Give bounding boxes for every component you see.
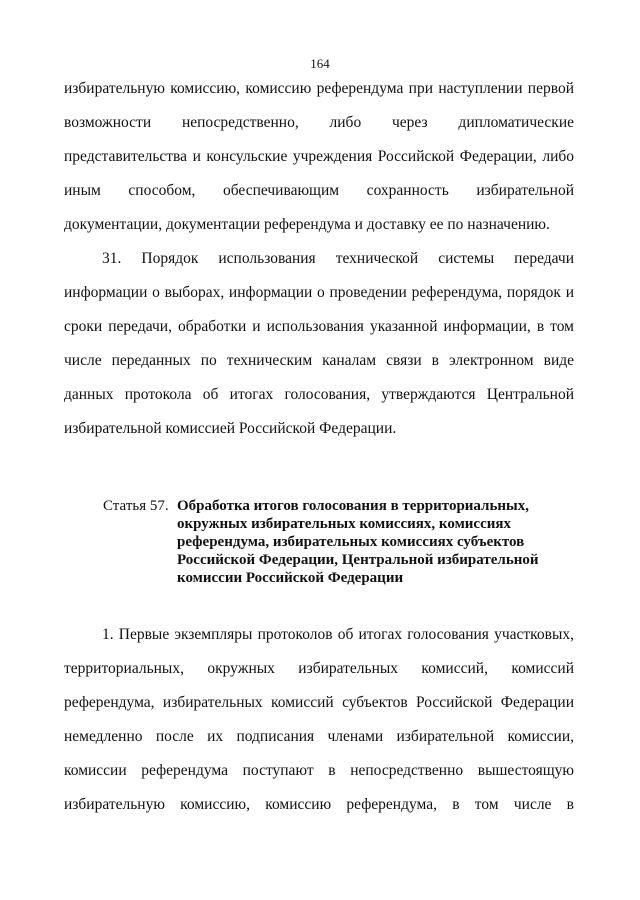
article-title-line: референдума, избирательных комиссиях субъектов	[177, 534, 525, 550]
page-number: 164	[310, 56, 330, 71]
text-line: избирательную комиссию, комиссию референдума, в том числе в	[64, 796, 574, 813]
article-title-line: Обработка итогов голосования в территориальных,	[177, 498, 530, 514]
text-line: 1. Первые экземпляры протоколов об итогах голосования участковых,	[102, 626, 574, 643]
text-line: немедленно после их подписания членами избирательной комиссии,	[64, 728, 574, 745]
article-title	[177, 497, 573, 587]
text-line: территориальных, окружных избирательных комиссий, комиссий	[64, 660, 574, 677]
text-line: возможности непосредственно, либо через дипломатические	[64, 114, 574, 131]
text-line: информации о выборах, информации о проведении референдума, порядок и	[64, 284, 574, 301]
paragraph-item-31	[64, 248, 574, 452]
article-title-line: Российской Федерации, Центральной избирательной	[177, 552, 539, 568]
text-line: избирательной комиссией Российской Федерации.	[64, 420, 397, 437]
text-line: комиссии референдума поступают в непосредственно вышестоящую	[64, 762, 574, 779]
article-title-line: окружных избирательных комиссиях, комиссиях	[177, 516, 511, 532]
text-line: иным способом, обеспечивающим сохранность избирательной	[64, 182, 574, 199]
text-line: числе переданных по техническим каналам связи в электронном виде	[64, 352, 574, 369]
paragraph-item-1	[64, 624, 574, 828]
article-label: Статья 57.	[103, 498, 169, 514]
text-line: документации, документации референдума и доставку ее по назначению.	[64, 216, 550, 233]
text-line: данных протокола об итогах голосования, утверждаются Центральной	[64, 386, 574, 403]
text-line: референдума, избирательных комиссий субъектов Российской Федерации	[64, 694, 574, 711]
text-line: сроки передачи, обработки и использования указанной информации, в том	[64, 318, 574, 335]
text-line: избирательную комиссию, комиссию референдума при наступлении первой	[64, 80, 574, 97]
text-line: 31. Порядок использования технической системы передачи	[102, 250, 574, 267]
paragraph-continuation	[64, 78, 574, 248]
article-title-line: комиссии Российской Федерации	[177, 570, 404, 586]
text-line: представительства и консульские учреждения Российской Федерации, либо	[64, 148, 574, 165]
